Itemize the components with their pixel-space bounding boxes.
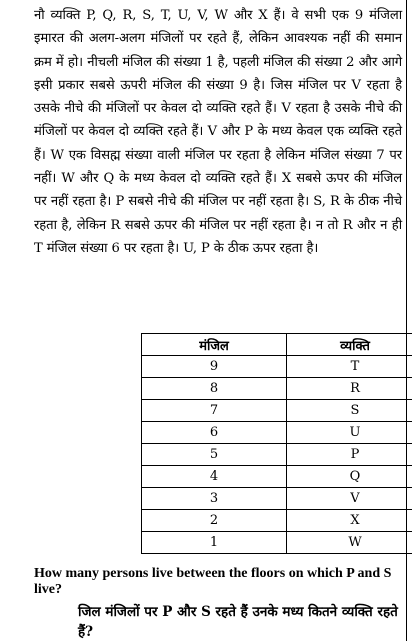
table-row	[142, 378, 412, 400]
table-row	[142, 532, 412, 554]
puzzle-passage: नौ व्यक्ति P, Q, R, S, T, U, V, W और X हैं। वे सभी एक 9 मंजिला इमारत की अलग-अलग मंजिलों पर रहते हैं, लेकिन आवश्यक नहीं की समान क्रम में हो। नीचली मंजिल की संख्या 1 है, पहली मंजिल की संख्या 2 और आगे इसी प्रकार सबसे ऊपरी मंजिल की संख्या 9 है। जिस मंजिल पर V रहता है उसके नीचे की मंजिलों पर केवल दो व्यक्ति रहते हैं। V रहता है उसके नीचे की मंजिलों पर केवल दो व्यक्ति रहते हैं। V और P के मध्य केवल एक व्यक्ति रहते हैं। W एक विसह्म संख्या वाली मंजिल पर रहता है लेकिन मंजिल संख्या 7 पर नहीं। W और Q के मध्य केवल दो व्यक्ति रहते हैं। X सबसे ऊपर की मंजिल पर नहीं रहता है। P सबसे नीचे की मंजिल पर नहीं रहता है। S, R के ठीक नीचे रहता है, लेकिन R सबसे ऊपर की मंजिल पर नहीं रहता है। न तो R और न ही T मंजिल संख्या 6 पर रहता है। U, P के ठीक ऊपर रहता है।	[34, 4, 402, 260]
person-cell: V	[287, 488, 412, 510]
person-cell: P	[287, 444, 412, 466]
question-english: How many persons live between the floors on which P and S live?	[34, 566, 402, 598]
question-hindi: जिल मंजिलों पर P और S रहते हैं उनके मध्य कितने व्यक्ति रहते हैं?	[78, 602, 404, 642]
person-cell: X	[287, 510, 412, 532]
person-cell: T	[287, 356, 412, 378]
person-cell: W	[287, 532, 412, 554]
floor-number-cell: 1	[142, 532, 287, 554]
table-row	[142, 488, 412, 510]
floor-number-cell: 7	[142, 400, 287, 422]
person-cell: Q	[287, 466, 412, 488]
table-header-row	[142, 334, 412, 356]
floor-number-cell: 9	[142, 356, 287, 378]
table-row	[142, 400, 412, 422]
person-cell: R	[287, 378, 412, 400]
table-row	[142, 510, 412, 532]
floor-number-cell: 6	[142, 422, 287, 444]
person-cell: U	[287, 422, 412, 444]
floor-number-cell: 5	[142, 444, 287, 466]
floor-number-cell: 2	[142, 510, 287, 532]
floor-arrangement-table	[141, 333, 412, 554]
floor-number-cell: 4	[142, 466, 287, 488]
table-row	[142, 466, 412, 488]
floor-number-cell: 3	[142, 488, 287, 510]
table-row	[142, 444, 412, 466]
table-row	[142, 422, 412, 444]
header-floor: मंजिल	[142, 334, 287, 356]
table-row	[142, 356, 412, 378]
person-cell: S	[287, 400, 412, 422]
header-person: व्यक्ति	[287, 334, 412, 356]
floor-number-cell: 8	[142, 378, 287, 400]
